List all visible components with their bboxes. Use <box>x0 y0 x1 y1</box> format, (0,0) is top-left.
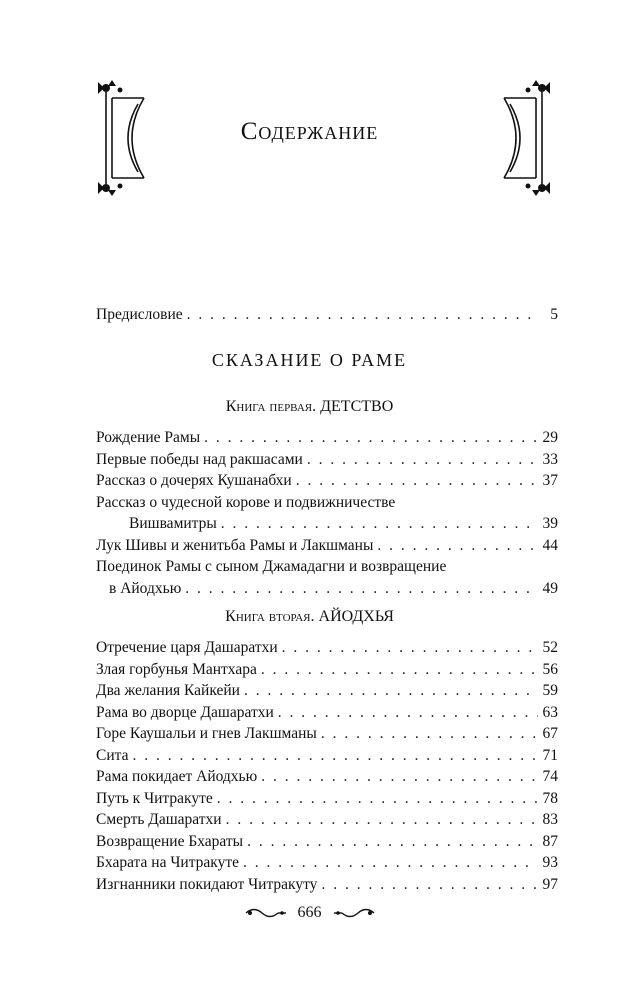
toc-entry[interactable] <box>96 449 558 471</box>
toc-entry[interactable] <box>96 831 558 853</box>
leader-dots <box>307 449 538 471</box>
leader-dots <box>243 852 538 874</box>
toc-entry-title: Первые победы над ракшасами <box>96 450 303 468</box>
toc-entry-page: 33 <box>542 450 558 468</box>
book-heading <box>0 608 619 626</box>
toc-entry-title-line[interactable]: Рассказ о чудесной корове и подвижничестве <box>96 493 396 511</box>
toc-entry-title: Отречение царя Дашаратхи <box>96 639 278 656</box>
toc-entry[interactable] <box>96 788 558 810</box>
toc-book1 <box>96 427 558 599</box>
leader-dots <box>321 874 538 896</box>
flourish-right-icon <box>332 906 376 920</box>
toc-entry-page: 74 <box>542 768 558 785</box>
toc-entry-title: Бхарата на Читракуте <box>96 854 239 871</box>
toc-entry-page: 5 <box>550 306 558 323</box>
toc-entry-title: Сита <box>96 746 129 764</box>
toc-entry-title: Рама во дворце Дашаратхи <box>96 703 274 721</box>
leader-dots <box>321 723 538 745</box>
toc-entry-page: 59 <box>542 682 558 699</box>
toc-entry[interactable] <box>96 427 558 449</box>
toc-book2 <box>96 637 558 895</box>
leader-dots <box>377 535 538 557</box>
leader-dots <box>226 809 538 831</box>
toc-preface <box>96 304 558 326</box>
leader-dots <box>132 745 538 767</box>
toc-entry-page: 97 <box>542 875 558 893</box>
page-footer <box>0 904 619 922</box>
toc-entry[interactable] <box>96 513 558 535</box>
leader-dots <box>296 470 538 492</box>
leader-dots <box>261 766 538 788</box>
book-heading-name: ДЕТСТВО <box>320 398 394 415</box>
toc-entry[interactable] <box>96 809 558 831</box>
toc-entry-title: Изгнанники покидают Читракуту <box>96 875 318 893</box>
toc-entry[interactable] <box>96 535 558 557</box>
toc-entry-title: в Айодхью <box>109 579 182 597</box>
toc-entry[interactable] <box>96 304 558 326</box>
toc-entry-title: Злая горбунья Мантхара <box>96 660 257 678</box>
leader-dots <box>187 304 538 326</box>
toc-entry-page: 39 <box>542 515 558 532</box>
toc-entry-page: 67 <box>542 725 558 742</box>
leader-dots <box>278 702 538 724</box>
book-heading <box>0 398 619 416</box>
book-heading-name: АЙОДХЬЯ <box>318 608 394 625</box>
toc-entry-page: 87 <box>542 832 558 850</box>
toc-entry-page: 37 <box>542 472 558 489</box>
leader-dots <box>247 831 538 853</box>
leader-dots <box>261 659 538 681</box>
leader-dots <box>221 513 538 535</box>
book-heading-prefix: Книга первая. <box>225 398 317 415</box>
leader-dots <box>244 680 538 702</box>
toc-entry[interactable] <box>96 874 558 896</box>
toc-entry[interactable] <box>96 766 558 788</box>
toc-entry[interactable] <box>96 578 558 600</box>
toc-entry-page: 83 <box>542 811 558 828</box>
leader-dots <box>204 427 538 449</box>
toc-entry-page: 52 <box>542 639 558 656</box>
page-number: 666 <box>297 904 322 922</box>
toc-entry-page: 71 <box>542 746 558 764</box>
toc-entry[interactable] <box>96 470 558 492</box>
toc-entry-title: Смерть Дашаратхи <box>96 811 222 828</box>
toc-entry-page: 44 <box>542 536 558 554</box>
book-heading-prefix: Книга вторая. <box>225 608 315 625</box>
toc-entry[interactable] <box>96 723 558 745</box>
toc-entry-title: Рама покидает Айодхью <box>96 768 258 785</box>
toc-entry-page: 49 <box>542 579 558 597</box>
toc-entry-title: Путь к Читракуте <box>96 789 213 807</box>
toc-entry-title: Возвращение Бхараты <box>96 832 244 850</box>
toc-entry-title: Два желания Кайкейи <box>96 682 240 699</box>
leader-dots <box>282 637 538 659</box>
toc-entry[interactable] <box>96 637 558 659</box>
toc-entry-title: Горе Каушальи и гнев Лакшманы <box>96 725 317 742</box>
section-heading: СКАЗАНИЕ О РАМЕ <box>211 350 408 370</box>
toc-entry[interactable] <box>96 659 558 681</box>
toc-entry[interactable] <box>96 702 558 724</box>
toc-entry-title: Предисловие <box>96 306 183 323</box>
toc-entry-title-line[interactable]: Поединок Рамы с сыном Джамадагни и возвращение <box>96 558 447 575</box>
toc-entry[interactable] <box>96 852 558 874</box>
leader-dots <box>217 788 538 810</box>
toc-entry-title: Лук Шивы и женитьба Рамы и Лакшманы <box>96 536 374 554</box>
toc-entry[interactable] <box>96 745 558 767</box>
toc-entry-page: 29 <box>542 429 558 446</box>
toc-entry-page: 63 <box>542 703 558 721</box>
toc-entry-page: 78 <box>542 789 558 807</box>
leader-dots <box>185 578 538 600</box>
toc-entry-page: 93 <box>542 854 558 871</box>
toc-entry-title: Рассказ о дочерях Кушанабхи <box>96 472 292 489</box>
flourish-left-icon <box>244 906 288 920</box>
toc-entry-page: 56 <box>542 660 558 678</box>
toc-entry-title: Вишвамитры <box>129 515 217 532</box>
page-title: Содержание <box>240 118 379 145</box>
toc-entry-title: Рождение Рамы <box>96 429 201 446</box>
toc-entry[interactable] <box>96 680 558 702</box>
